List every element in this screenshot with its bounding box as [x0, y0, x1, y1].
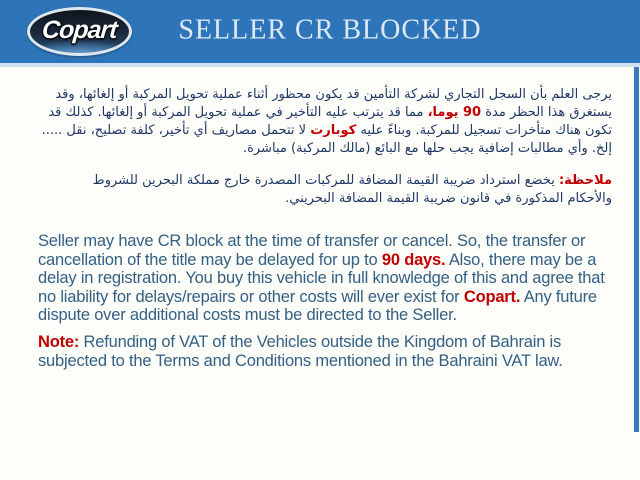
page-title: SELLER CR BLOCKED [178, 14, 482, 46]
arabic-paragraph [34, 86, 612, 158]
content-area [0, 67, 640, 370]
english-copart-highlight: Copart. [463, 287, 521, 306]
english-90-days-highlight: 90 days. [381, 250, 446, 269]
english-note [38, 333, 610, 370]
arabic-paragraph-text: يرجى العلم بأن السجل التجاري لشركة التأمين قد يكون محظور أثناء عملية تحويل المركبة أو إلغائها، وقد يستغرق هذا الحظر مدة [55, 87, 612, 120]
english-note-label: Note: [38, 332, 80, 351]
copart-logo [27, 7, 132, 56]
english-paragraph-text: Also, there may be a delay in registration. You buy this vehicle in full knowledge of this and agree that no liability for delays/repairs or other costs will ever exist for [38, 250, 605, 306]
arabic-paragraph-text: مما قد يترتب عليه التأخير في عملية تحويل المركبة أو إلغائها. كذلك قد تكون هناك متأخرات تسجيل للمركبة. وبناءً عليه [48, 105, 612, 138]
header-bar [0, 0, 640, 63]
english-note-text: Refunding of VAT of the Vehicles outside the Kingdom of Bahrain is subjected to the Terms and Conditions mentioned in the Bahraini VAT law. [38, 332, 563, 370]
copart-logo-text: Copart [41, 16, 119, 44]
english-paragraph-text: Seller may have CR block at the time of transfer or cancel. So, the transfer or cancellation of the title may be delayed for up to [38, 232, 586, 269]
arabic-copart-highlight: كوبارت [310, 123, 357, 138]
arabic-paragraph-text: لا تتحمل مصاريف أي تأخير، كلفة تصليح، نقل ..... إلخ. وأي مطالبات إضافية يجب حلها مع البائع (مالك المركبة) مباشرة. [41, 123, 612, 156]
arabic-90-days-highlight: 90 يوما، [427, 105, 482, 120]
english-paragraph [38, 232, 610, 325]
arabic-note-label: ملاحظة: [558, 173, 612, 188]
arabic-note [64, 172, 612, 208]
arabic-note-text: يخضع استرداد ضريبة القيمة المضافة للمركبات المصدرة خارج مملكة البحرين للشروط والأحكام المذكورة في قانون ضريبة القيمة المضافة البحريني. [92, 173, 612, 206]
english-paragraph-text: Any future dispute over additional costs must be directed to the Seller. [38, 287, 597, 325]
